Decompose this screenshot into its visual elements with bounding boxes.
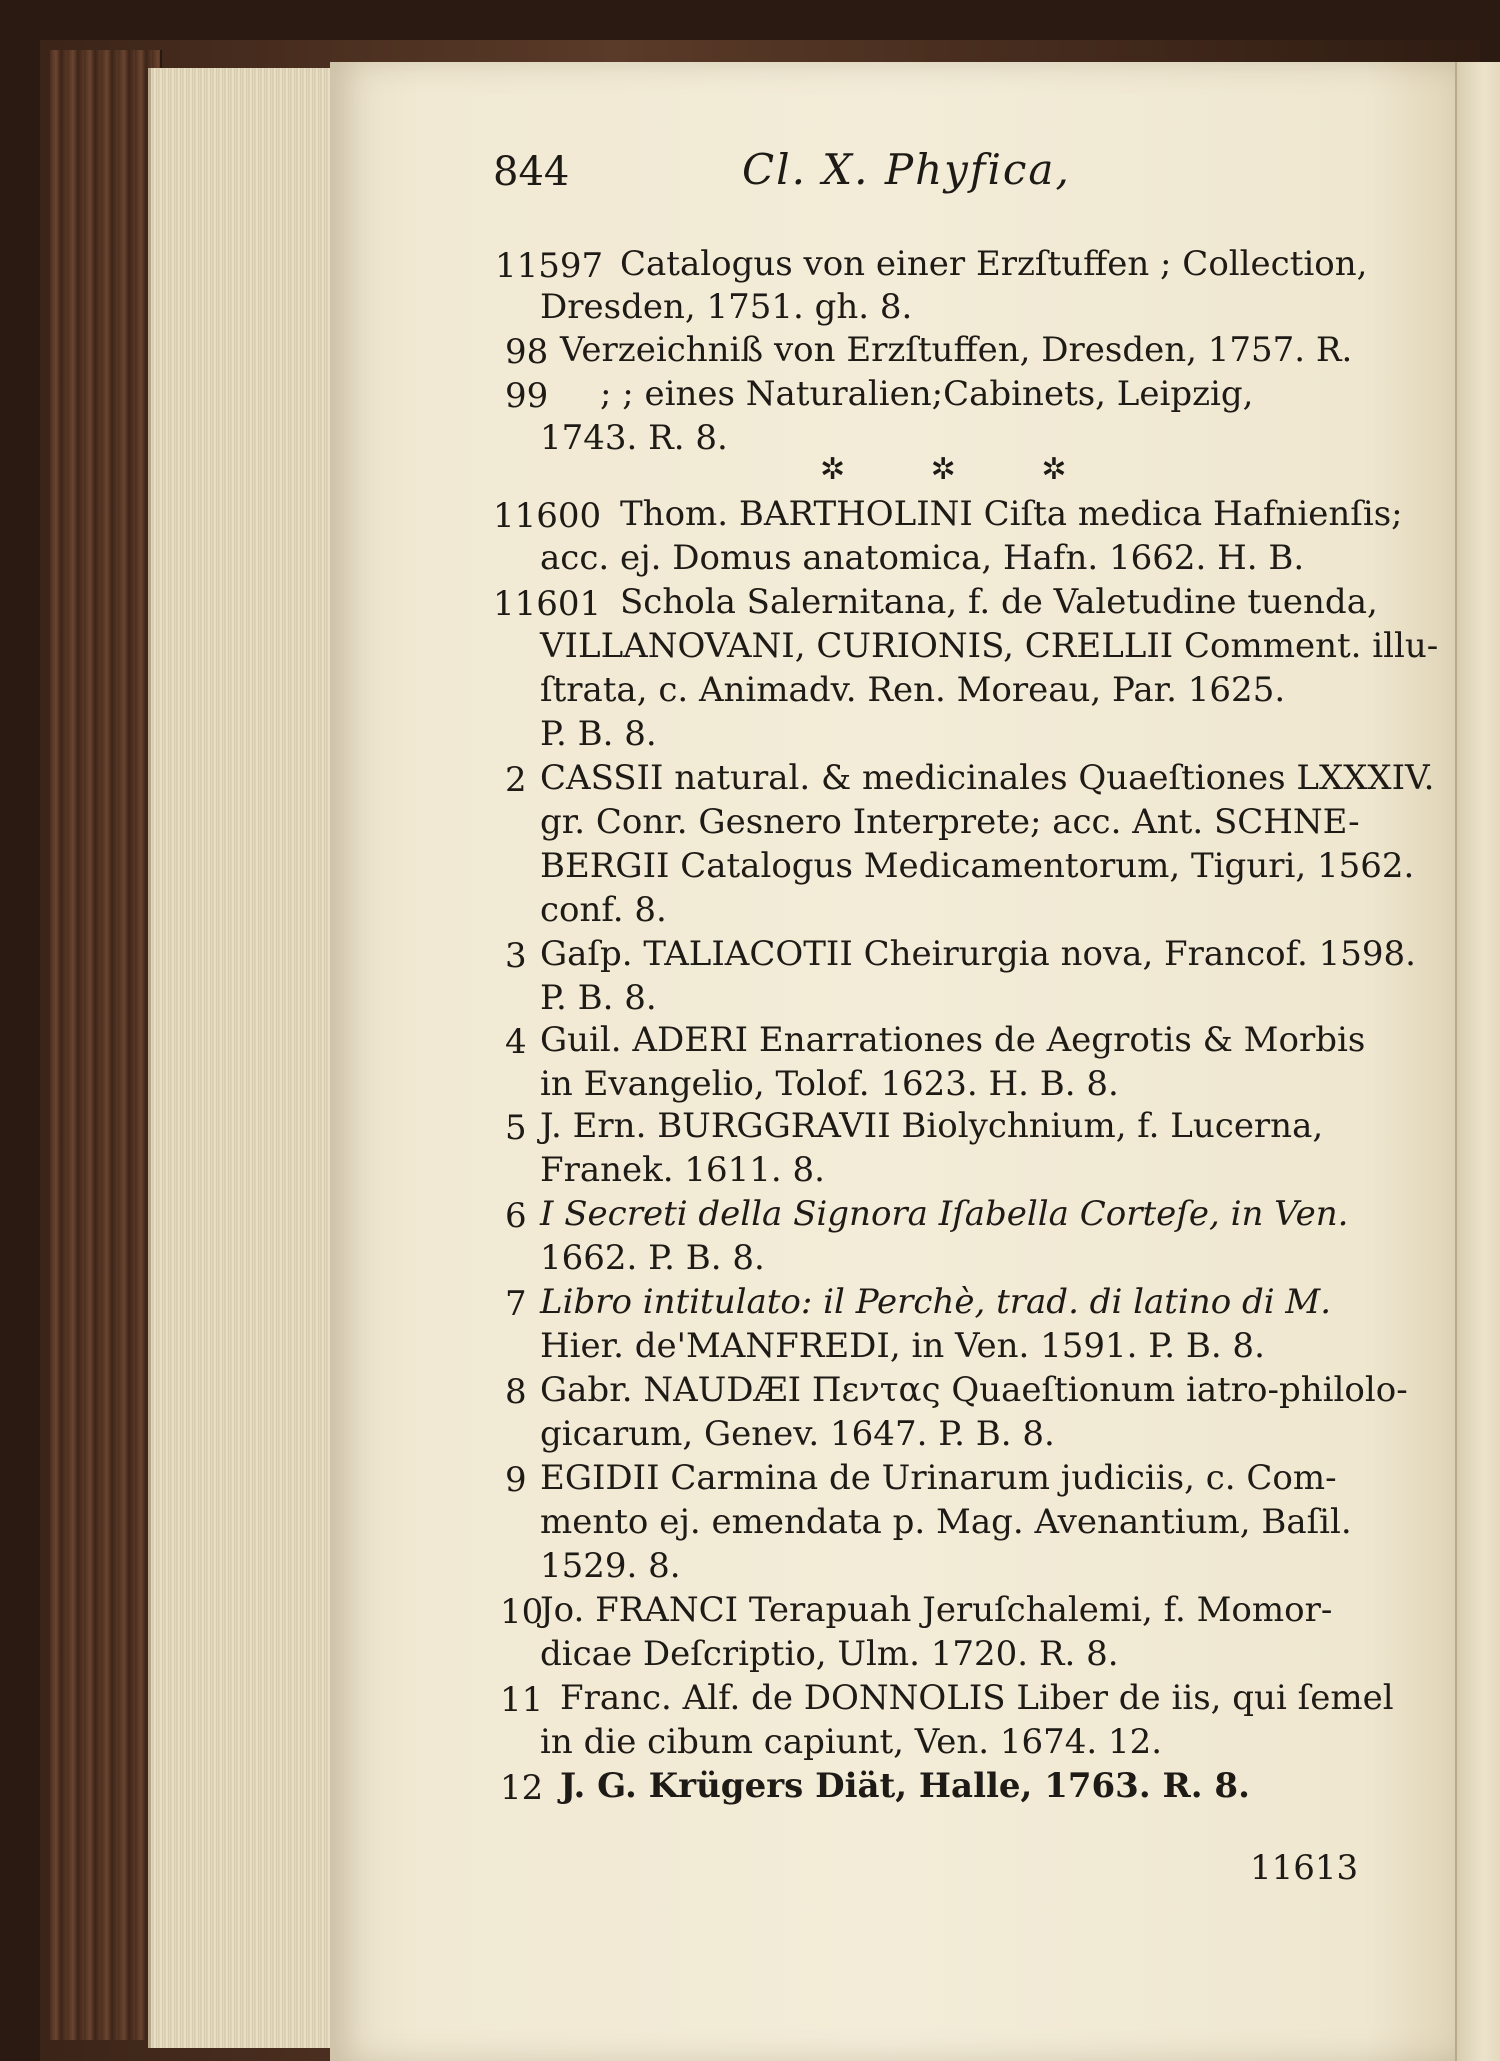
- entry-line: Gaſp. TALIACOTII Cheirurgia nova, Francof. 1598.: [540, 934, 1416, 974]
- entry-line: J. Ern. BURGGRAVII Biolychnium, f. Lucerna,: [540, 1106, 1324, 1146]
- entry-line: CASSII natural. & medicinales Quaeſtiones LXXXIV.: [540, 758, 1435, 798]
- entry-line: Dresden, 1751. gh. 8.: [540, 287, 913, 327]
- entry-number: 8: [505, 1372, 527, 1412]
- entry-number: 5: [505, 1108, 527, 1148]
- entry-number: 98: [505, 332, 549, 372]
- entry-line: in Evangelio, Tolof. 1623. H. B. 8.: [540, 1064, 1119, 1104]
- entry-line: EGIDII Carmina de Urinarum judiciis, c. Com-: [540, 1458, 1337, 1498]
- entry-line: ſtrata, c. Animadv. Ren. Moreau, Par. 1625.: [540, 670, 1286, 710]
- entry-line: Thom. BARTHOLINI Ciſta medica Hafnienſis;: [620, 494, 1403, 534]
- entry-number: 3: [505, 936, 527, 976]
- entry-line: Hier. de'MANFREDI, in Ven. 1591. P. B. 8.: [540, 1326, 1265, 1366]
- entry-number: 11600: [493, 496, 602, 536]
- entry-line: VILLANOVANI, CURIONIS, CRELLII Comment. illu-: [540, 626, 1439, 666]
- entry-line: J. G. Krügers Diät, Halle, 1763. R. 8.: [560, 1766, 1250, 1806]
- entry-line: mento ej. emendata p. Mag. Avenantium, Baſil.: [540, 1502, 1352, 1542]
- entry-line: P. B. 8.: [540, 978, 657, 1018]
- page-number: 844: [493, 149, 570, 195]
- entry-line: 1662. P. B. 8.: [540, 1238, 765, 1278]
- entry-line: Guil. ADERI Enarrationes de Aegrotis & Morbis: [540, 1020, 1366, 1060]
- catchword: 11613: [1250, 1848, 1359, 1888]
- entry-line: 1529. 8.: [540, 1546, 681, 1586]
- entry-line: BERGII Catalogus Medicamentorum, Tiguri, 1562.: [540, 846, 1415, 886]
- entry-number: 7: [505, 1284, 527, 1324]
- entry-number: 11: [500, 1680, 544, 1720]
- entry-line: Catalogus von einer Erzſtuffen ; Collection,: [620, 244, 1368, 284]
- section-separator: ✲ ✲ ✲: [820, 452, 1105, 487]
- entry-number: 11597: [495, 246, 604, 286]
- entry-line: dicae Deſcriptio, Ulm. 1720. R. 8.: [540, 1634, 1119, 1674]
- entry-number: 11601: [493, 584, 602, 624]
- entry-line: Libro intitulato: il Perchè, trad. di latino di M.: [540, 1282, 1332, 1322]
- entry-line: 1743. R. 8.: [540, 418, 728, 458]
- entry-line: Franc. Alf. de DONNOLIS Liber de iis, qui ſemel: [560, 1678, 1394, 1718]
- entry-line: ; ; eines Naturalien;Cabinets, Leipzig,: [600, 374, 1254, 414]
- entry-line: I Secreti della Signora Iſabella Corteſe, in Ven.: [540, 1194, 1349, 1234]
- entry-line: P. B. 8.: [540, 714, 657, 754]
- entry-number: 6: [505, 1196, 527, 1236]
- entry-line: acc. ej. Domus anatomica, Hafn. 1662. H. B.: [540, 538, 1305, 578]
- entry-line: gicarum, Genev. 1647. P. B. 8.: [540, 1414, 1055, 1454]
- running-title: Cl. X. Phyfica,: [742, 145, 1071, 194]
- entry-number: 4: [505, 1022, 527, 1062]
- entry-line: Franek. 1611. 8.: [540, 1150, 825, 1190]
- entry-line: Gabr. NAUDÆI Πεντας Quaeſtionum iatro-philolo-: [540, 1370, 1408, 1410]
- entry-number: 9: [505, 1460, 527, 1500]
- entry-number: 10: [500, 1592, 544, 1632]
- entry-line: Schola Salernitana, f. de Valetudine tuenda,: [620, 582, 1378, 622]
- entry-number: 12: [500, 1768, 544, 1808]
- entry-number: 2: [505, 760, 527, 800]
- entry-line: Jo. FRANCI Terapuah Jeruſchalemi, f. Momor-: [540, 1590, 1333, 1630]
- entry-number: 99: [505, 376, 549, 416]
- entry-line: gr. Conr. Gesnero Interprete; acc. Ant. SCHNE-: [540, 802, 1360, 842]
- entry-line: Verzeichniß von Erzſtuffen, Dresden, 1757. R.: [560, 330, 1353, 370]
- entry-line: in die cibum capiunt, Ven. 1674. 12.: [540, 1722, 1163, 1762]
- entry-line: conf. 8.: [540, 890, 667, 930]
